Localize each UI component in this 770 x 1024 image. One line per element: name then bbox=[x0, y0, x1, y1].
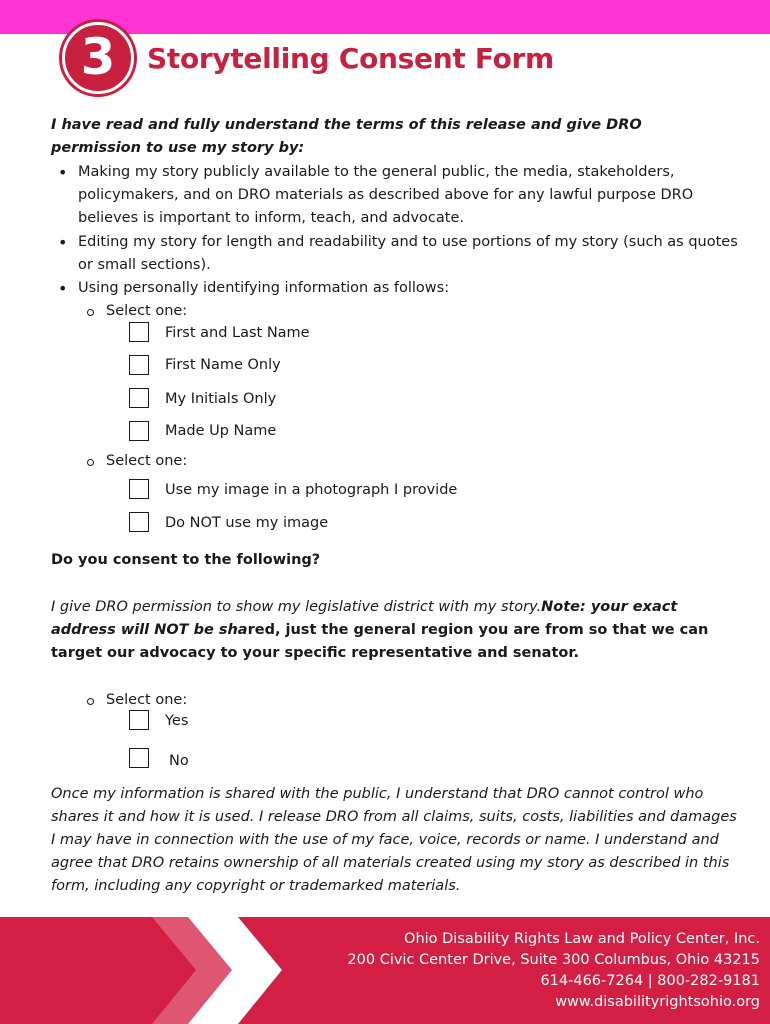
footer-org-name: Ohio Disability Rights Law and Policy Center, Inc. bbox=[404, 931, 760, 947]
permission-note-bold: red, just the general region you are from so that we can target our advocacy to your specific representative and senator. bbox=[51, 622, 709, 661]
option-initials-only: My Initials Only bbox=[165, 391, 277, 407]
checkbox-do-not-use-image[interactable] bbox=[129, 512, 149, 532]
option-yes: Yes bbox=[165, 713, 189, 729]
option-made-up-name: Made Up Name bbox=[165, 423, 277, 439]
footer-contact bbox=[347, 929, 760, 1013]
footer-address: 200 Civic Center Drive, Suite 300 Columbus, Ohio 43215 bbox=[347, 952, 760, 968]
page-title: Storytelling Consent Form bbox=[147, 42, 554, 75]
bullet-public-availability: • Making my story publicly available to the general public, the media, stakeholders, policymakers, and on DRO materials as described above for any lawful purpose DRO believes is important to inform, teach, and advocate. bbox=[78, 161, 738, 230]
footer bbox=[0, 917, 770, 1024]
name-select-one-label: Select one: bbox=[106, 300, 187, 323]
district-select-one-label: Select one: bbox=[106, 689, 187, 712]
footer-website[interactable]: www.disabilityrightsohio.org bbox=[555, 994, 760, 1010]
checkbox-initials-only[interactable] bbox=[129, 388, 149, 408]
permission-text: I give DRO permission to show my legislative district with my story. bbox=[51, 599, 542, 615]
option-use-image: Use my image in a photograph I provide bbox=[165, 482, 458, 498]
checkbox-no[interactable] bbox=[129, 748, 149, 768]
footer-phones: 614-466-7264 | 800-282-9181 bbox=[540, 973, 760, 989]
option-first-name-only: First Name Only bbox=[165, 357, 281, 373]
step-number-badge: 3 bbox=[62, 22, 134, 94]
checkbox-use-image[interactable] bbox=[129, 479, 149, 499]
checkbox-first-name-only[interactable] bbox=[129, 355, 149, 375]
checkbox-made-up-name[interactable] bbox=[129, 421, 149, 441]
bullet-editing: • Editing my story for length and readability and to use portions of my story (such as quotes or small sections). bbox=[78, 231, 738, 277]
permission-note-italic: Note: your exact address will NOT be sha bbox=[51, 599, 678, 638]
image-select-one-label: Select one: bbox=[106, 450, 187, 473]
intro-statement: I have read and fully understand the terms of this release and give DRO permission to use my story by: bbox=[51, 117, 642, 156]
option-first-last-name: First and Last Name bbox=[165, 325, 310, 341]
release-statement: Once my information is shared with the public, I understand that DRO cannot control who shares it and how it is used. I release DRO from all claims, suits, costs, liabilities and damages I may have in connection with the use of my face, voice, records or name. I understand and agree that DRO retains ownership of all materials created using my story as described in this form, including any copyright or trademarked materials. bbox=[51, 786, 737, 894]
district-permission-statement bbox=[51, 596, 741, 665]
checkbox-yes[interactable] bbox=[129, 710, 149, 730]
consent-question: Do you consent to the following? bbox=[51, 552, 321, 568]
option-no: No bbox=[169, 753, 189, 769]
option-do-not-use-image: Do NOT use my image bbox=[165, 515, 329, 531]
bullet-identifying-info: • Using personally identifying information as follows: bbox=[78, 277, 738, 300]
checkbox-first-last-name[interactable] bbox=[129, 322, 149, 342]
